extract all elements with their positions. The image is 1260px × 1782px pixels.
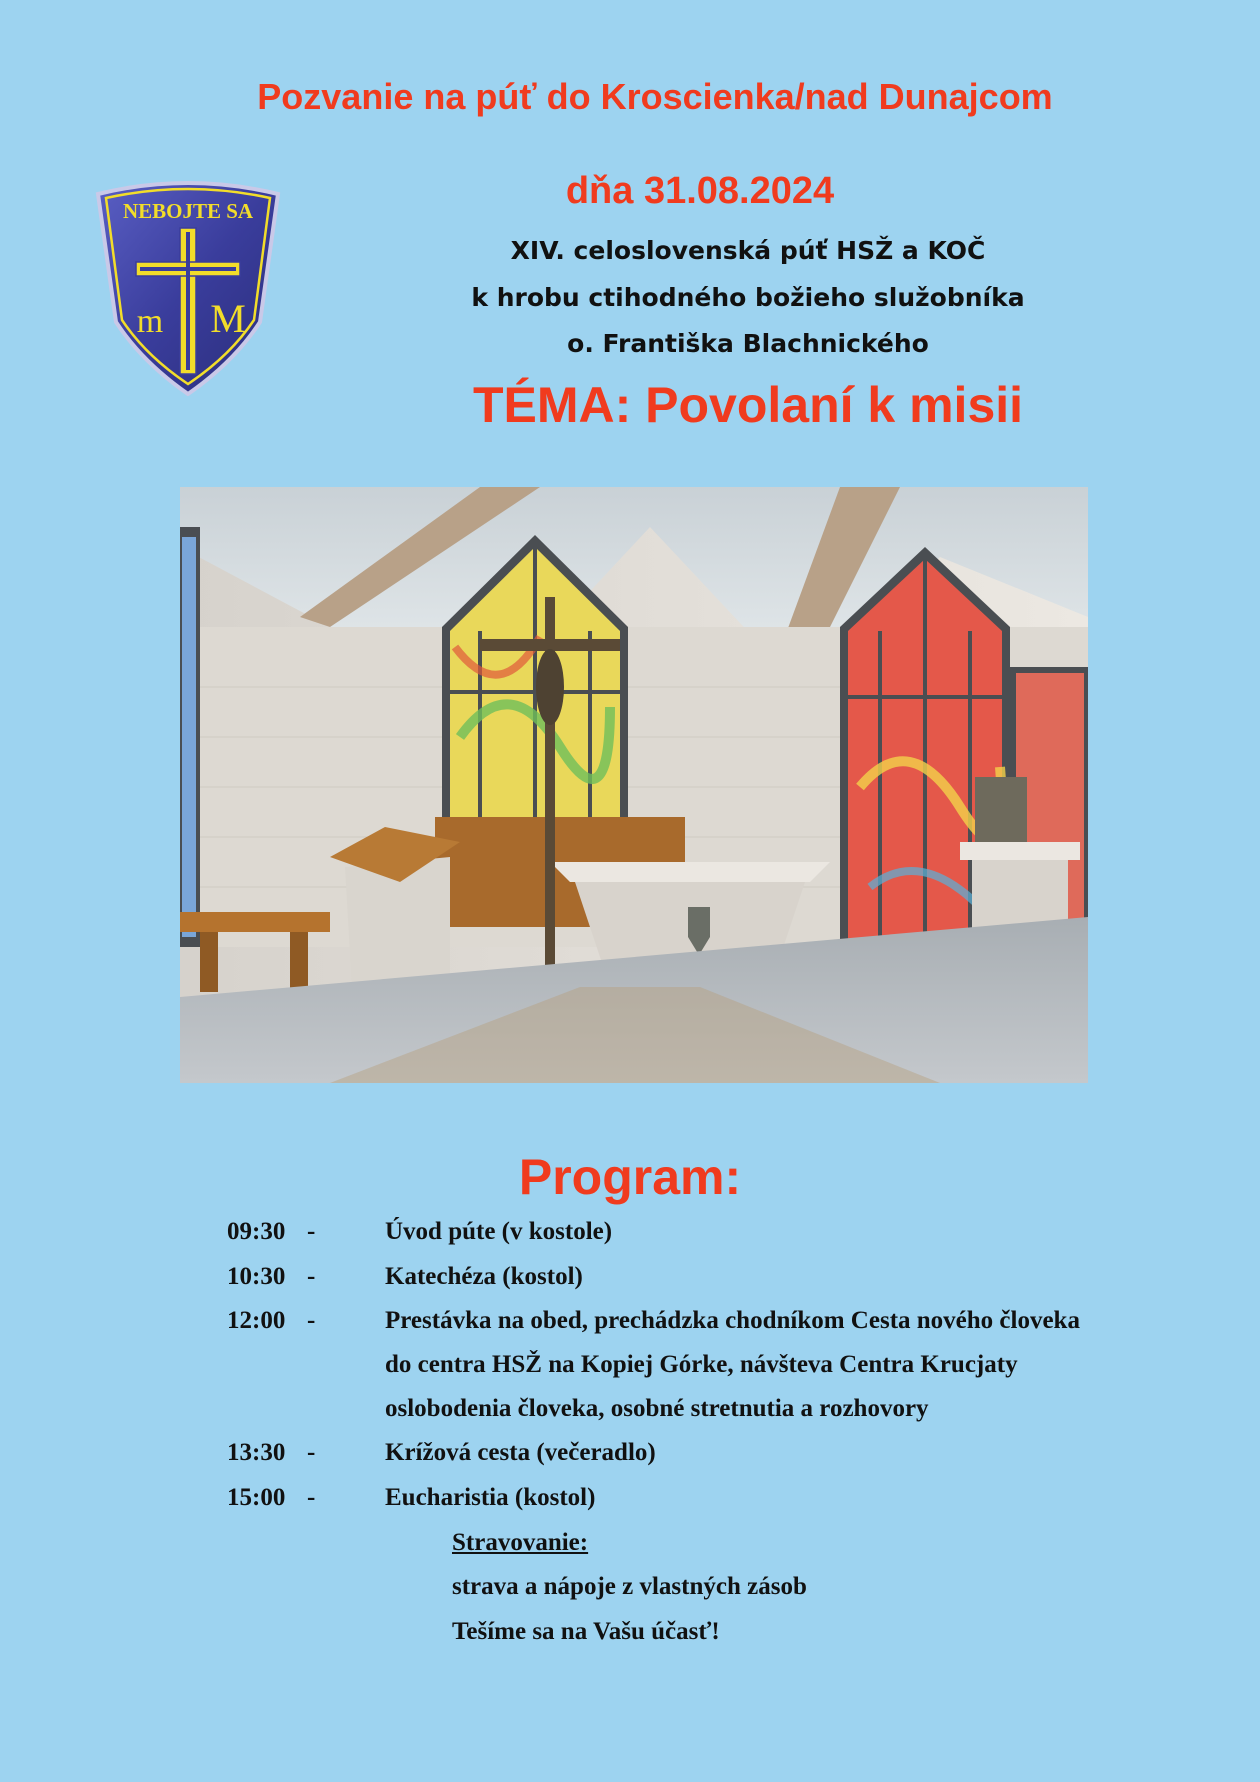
program-dash-1: -	[307, 1218, 316, 1245]
logo-letter-M: M	[210, 296, 246, 341]
closing-note: Tešíme sa na Vašu účasť!	[452, 1618, 720, 1645]
program-dash-3: -	[307, 1307, 316, 1334]
program-desc-2: Katechéza (kostol)	[385, 1263, 583, 1290]
logo-letter-m: m	[136, 303, 164, 340]
program-desc-3-line-1: Prestávka na obed, prechádzka chodníkom Cesta nového človeka	[385, 1307, 1080, 1334]
subtitle-line-1: XIV. celoslovenská púť HSŽ a KOČ	[510, 236, 986, 265]
chapel-interior-image	[180, 487, 1088, 1083]
program-dash-5: -	[307, 1484, 316, 1511]
event-date: dňa 31.08.2024	[565, 170, 835, 212]
program-desc-1: Úvod púte (v kostole)	[385, 1218, 613, 1245]
program-dash-4: -	[307, 1439, 316, 1466]
program-desc-5: Eucharistia (kostol)	[385, 1484, 596, 1511]
program-time-5: 15:00	[227, 1484, 286, 1511]
subtitle-line-2: k hrobu ctihodného božieho služobníka	[471, 283, 1025, 312]
program-desc-3-line-2: do centra HSŽ na Kopiej Górke, návšteva Centra Krucjaty	[385, 1351, 1018, 1378]
catering-heading: Stravovanie:	[452, 1529, 589, 1556]
invitation-title: Pozvanie na púť do Kroscienka/nad Dunajcom	[257, 76, 1053, 117]
theme-heading: TÉMA: Povolaní k misii	[472, 377, 1024, 433]
program-desc-4: Krížová cesta (večeradlo)	[385, 1439, 656, 1466]
program-time-1: 09:30	[227, 1218, 286, 1245]
subtitle-line-3: o. Františka Blachnického	[567, 329, 929, 358]
program-heading: Program:	[518, 1149, 742, 1205]
program-desc-3-line-3: oslobodenia človeka, osobné stretnutia a rozhovory	[385, 1395, 929, 1422]
program-time-4: 13:30	[227, 1439, 286, 1466]
program-time-3: 12:00	[227, 1307, 286, 1334]
catering-note: strava a nápoje z vlastných zásob	[452, 1573, 807, 1600]
logo-top-text: NEBOJTE SA	[122, 199, 254, 223]
program-dash-2: -	[307, 1263, 316, 1290]
program-time-2: 10:30	[227, 1263, 286, 1290]
